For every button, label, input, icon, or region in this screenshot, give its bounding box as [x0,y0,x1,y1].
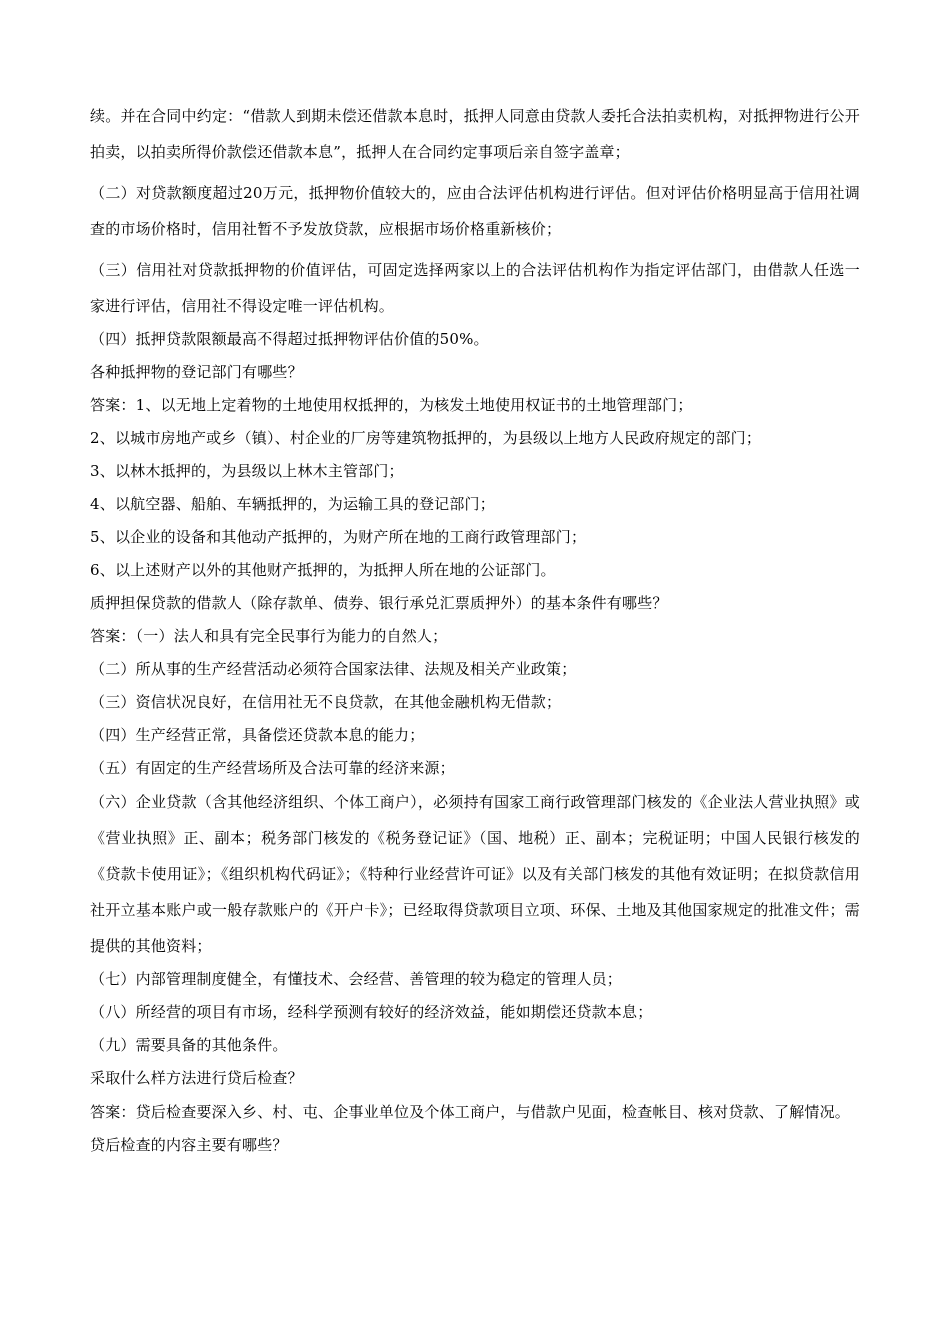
list-item: （三）资信状况良好，在信用社无不良贷款，在其他金融机构无借款； [90,693,562,711]
answer-paragraph: 答案：贷后检查要深入乡、村、屯、企事业单位及个体工商户，与借款户见面，检查帐目、核对贷款、了解情况。 [90,1103,851,1121]
paragraph: （四）抵押贷款限额最高不得超过抵押物评估价值的50%。 [90,330,489,348]
list-item: （六）企业贷款（含其他经济组织、个体工商户），必须持有国家工商行政管理部门核发的《企业法人营业执照》或《营业执照》正、副本；税务部门核发的《税务登记证》（国、地税）正、副本；完税证明；中国人民银行核发的《贷款卡使用证》；《组织机构代码证》；《特种行业经营许可证》以及有关部门核发的其他有效证明；在拟贷款信用社开立基本账户或一般存款账户的《开户卡》；已经取得贷款项目立项、环保、土地及其他国家规定的批准文件；需提供的其他资料； [90,793,860,955]
paragraph: 续。并在合同中约定：“借款人到期未偿还借款本息时，抵押人同意由贷款人委托合法拍卖机构，对抵押物进行公开拍卖，以拍卖所得价款偿还借款本息”，抵押人在合同约定事项后亲自签字盖章； [90,107,860,161]
list-item: 3、以林木抵押的，为县级以上林木主管部门； [90,462,404,480]
paragraph: （二）对贷款额度超过20万元，抵押物价值较大的，应由合法评估机构进行评估。但对评估价格明显高于信用社调查的市场价格时，信用社暂不予发放贷款，应根据市场价格重新核价； [90,184,860,238]
paragraph: （三）信用社对贷款抵押物的价值评估，可固定选择两家以上的合法评估机构作为指定评估部门，由借款人任选一家进行评估，信用社不得设定唯一评估机构。 [90,261,860,315]
list-item: （五）有固定的生产经营场所及合法可靠的经济来源； [90,759,455,777]
list-item: 5、以企业的设备和其他动产抵押的，为财产所在地的工商行政管理部门； [90,528,587,546]
question-heading: 贷后检查的内容主要有哪些？ [90,1136,288,1154]
list-item: （二）所从事的生产经营活动必须符合国家法律、法规及相关产业政策； [90,660,577,678]
answer-paragraph: 答案：1、以无地上定着物的土地使用权抵押的，为核发土地使用权证书的土地管理部门； [90,396,693,414]
list-item: （四）生产经营正常，具备偿还贷款本息的能力； [90,726,425,744]
question-heading: 质押担保贷款的借款人（除存款单、债券、银行承兑汇票质押外）的基本条件有哪些？ [90,594,668,612]
list-item: （九）需要具备的其他条件。 [90,1036,288,1054]
list-item: 4、以航空器、船舶、车辆抵押的，为运输工具的登记部门； [90,495,495,513]
list-item: 6、以上述财产以外的其他财产抵押的，为抵押人所在地的公证部门。 [90,561,556,579]
document-body [90,98,860,1156]
question-heading: 采取什么样方法进行贷后检查？ [90,1069,303,1087]
answer-paragraph: 答案：（一）法人和具有完全民事行为能力的自然人； [90,627,448,645]
question-heading: 各种抵押物的登记部门有哪些？ [90,363,303,381]
list-item: 2、以城市房地产或乡（镇）、村企业的厂房等建筑物抵押的，为县级以上地方人民政府规定的部门； [90,429,762,447]
list-item: （七）内部管理制度健全，有懂技术、会经营、善管理的较为稳定的管理人员； [90,970,623,988]
list-item: （八）所经营的项目有市场，经科学预测有较好的经济效益，能如期偿还贷款本息； [90,1003,653,1021]
